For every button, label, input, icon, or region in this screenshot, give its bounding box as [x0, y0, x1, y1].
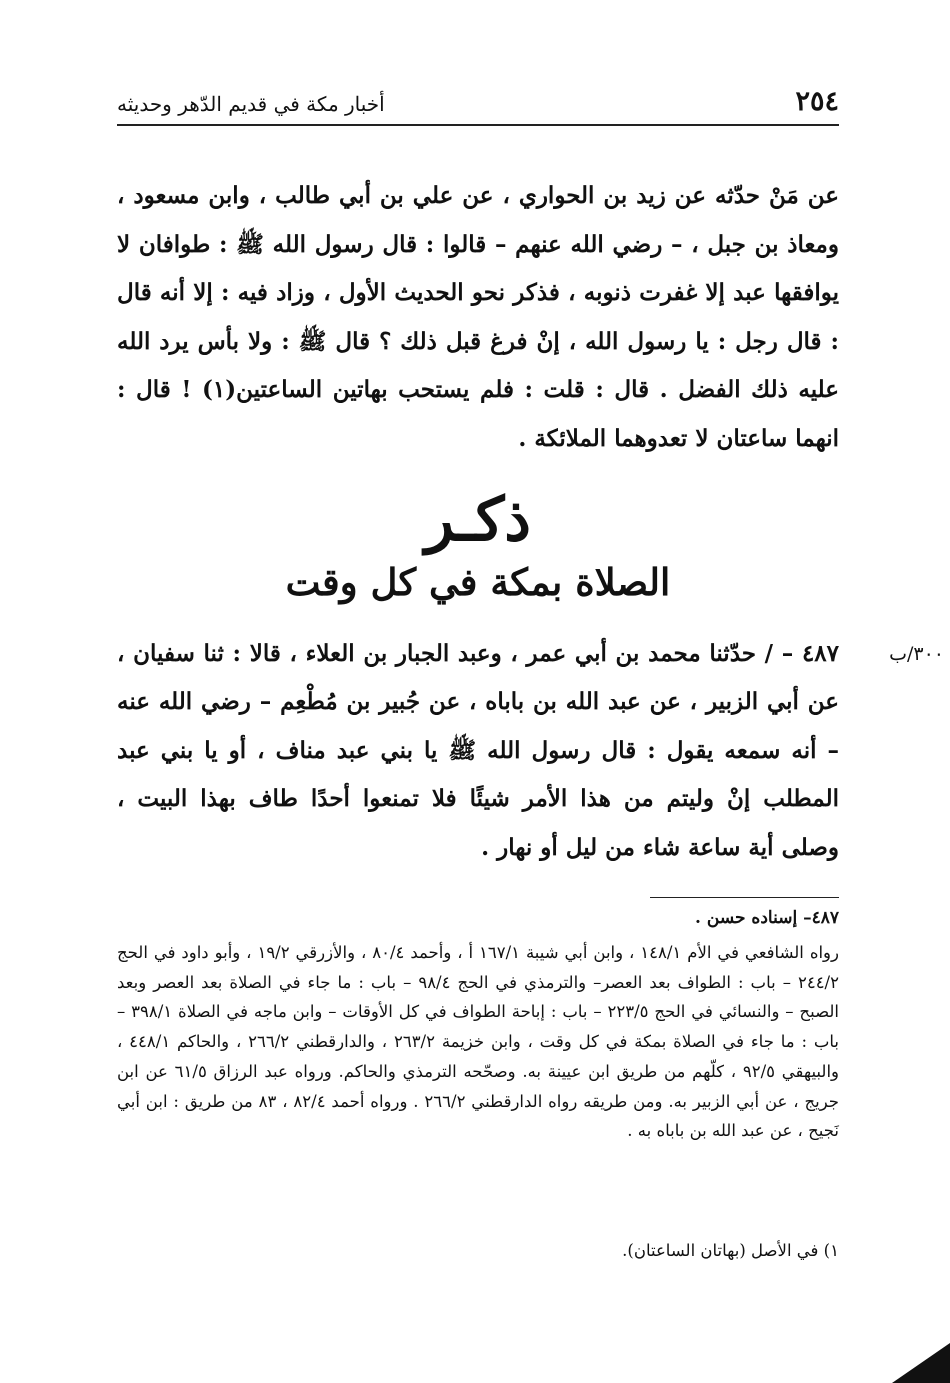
section-title: الصلاة بمكة في كل وقت: [285, 560, 671, 604]
footnote-body: رواه الشافعي في الأم ١٤٨/١ ، وابن أبي شيبة ١٦٧/١ أ ، وأحمد ٨٠/٤ ، والأزرقي ١٩/٢ ، وأبو داود في الحج ٢٤٤/٢ – باب : الطواف بعد العصر– والترمذي في الحج ٩٨/٤ – باب : ما جاء في الصلاة بعد العصر وبعد الصبح – والنسائي في الحج ٢٢٣/٥ – باب : إباحة الطواف في كل الأوقات – وابن ماجه في الصلاة ٣٩٨/١ – باب : ما جاء في الصلاة بمكة في كل وقت ، وابن خزيمة ٢٦٣/٢ ، والدارقطني ٢٦٦/٢ ، والحاكم ٤٤٨/١ ، والبيهقي ٩٢/٥ ، كلّهم من طريق ابن عيينة به. وصحّحه الترمذي والحاكم. ورواه عبد الرزاق ٦١/٥ عن ابن جريج ، عن أبي الزبير به. ومن طريقه رواه الدارقطني ٢٦٦/٢ . ورواه أحمد ٨٢/٤ ، ٨٣ من طريق : ابن أبي نَجيح ، عن عبد الله بن باباه به .: [117, 943, 840, 1141]
footnote-note: ١) في الأصل (بهاتان الساعتان).: [622, 1241, 839, 1260]
footnote-divider: [650, 897, 839, 898]
page-number: ٢٥٤: [795, 86, 839, 117]
footnote-title: ٤٨٧– إسناده حسن .: [695, 908, 839, 928]
section-heading: [117, 485, 839, 607]
intro-paragraph: عن مَنْ حدّثه عن زيد بن الحواري ، عن علي بن أبي طالب ، وابن مسعود ، ومعاذ بن جبل ، – رضي الله عنهم – قالوا : قال رسول الله ﷺ : طوافان لا يوافقها عبد إلا غفرت ذنوبه ، فذكر نحو الحديث الأول ، وزاد فيه : إلا أنه قال : قال رجل : يا رسول الله ، إنْ فرغ قبل ذلك ؟ قال ﷺ : ولا بأس يرد الله عليه ذلك الفضل . قال : قلت : فلم يستحب بهاتين الساعتين(١) ! قال : انهما ساعتان لا تعدوهما الملائكة .: [117, 182, 839, 452]
heading-word: ذكـر: [425, 485, 531, 555]
page-header: [117, 84, 839, 126]
page-corner-shadow: [892, 1318, 950, 1383]
running-title: أخبار مكة في قديم الدّهر وحديثه: [117, 92, 385, 116]
hadith-paragraph: ٤٨٧ – / حدّثنا محمد بن أبي عمر ، وعبد الجبار بن العلاء ، قالا : ثنا سفيان ، عن أبي الزبير ، عن عبد الله بن باباه ، عن جُبير بن مُطْعِم – رضي الله عنه – أنه سمعه يقول : قال رسول الله ﷺ يا بني عبد مناف ، أو يا بني عبد المطلب إنْ وليتم من هذا الأمر شيئًا فلا تمنعوا أحدًا طاف بهذا البيت ، وصلى أية ساعة شاء من ليل أو نهار .: [117, 640, 839, 861]
manuscript-folio-note: ٣٠٠/ب: [889, 643, 944, 665]
